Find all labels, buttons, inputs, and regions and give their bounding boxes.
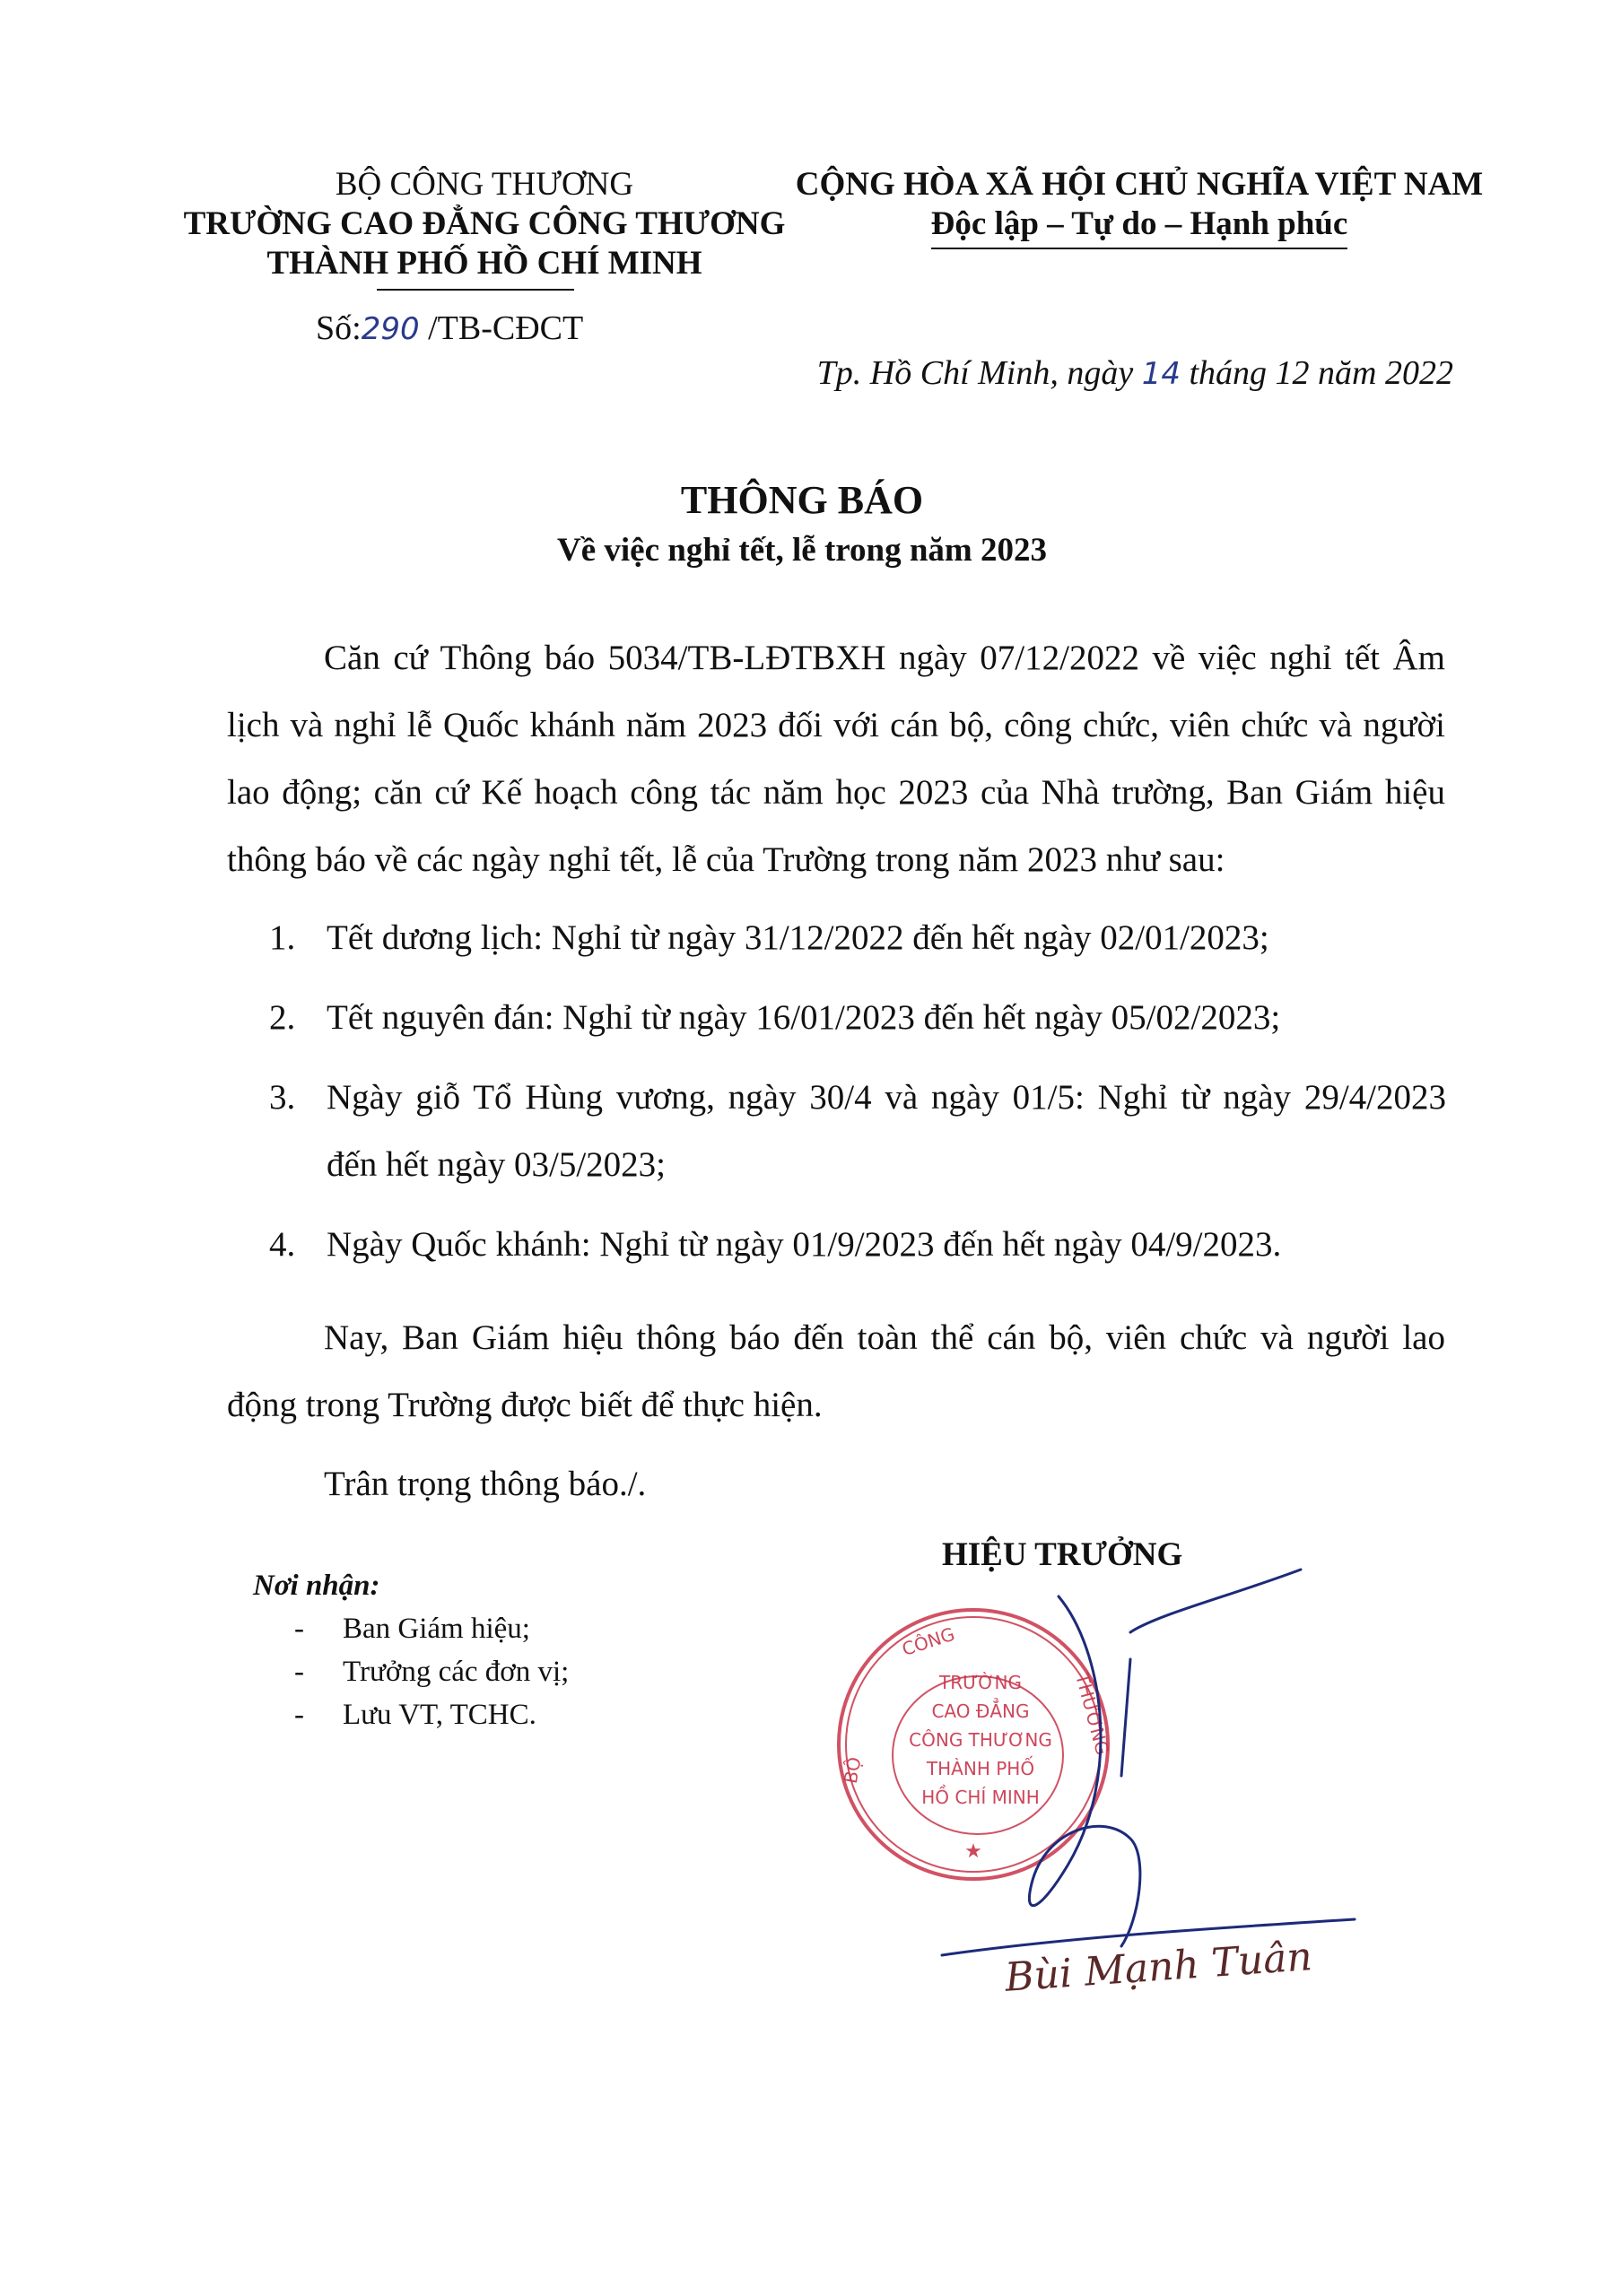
signatory-name: Bùi Mạnh Tuân [1003,1934,1314,2001]
issuer-header [144,165,825,283]
doc-number-prefix: Số: [316,309,362,347]
regards-line: Trân trọng thông báo./. [324,1465,647,1503]
doc-number-handwritten: 290 [361,311,420,347]
list-item [269,1211,1446,1278]
issuer-underline [377,289,574,291]
list-item-text: Tết dương lịch: Nghỉ từ ngày 31/12/2022 đến hết ngày 02/01/2023; [327,918,1269,957]
document-title: THÔNG BÁO [680,478,924,522]
closing-paragraph: Nay, Ban Giám hiệu thông báo đến toàn thể cán bộ, viên chức và người lao động trong Trường được biết để thực hiện. [227,1318,1445,1424]
svg-text:THÀNH PHỐ: THÀNH PHỐ [926,1758,1035,1779]
svg-text:BỘ: BỘ [839,1755,866,1786]
recipient-item: - Lưu VT, TCHC. [294,1693,569,1736]
recipients-title: Nơi nhận: [253,1570,380,1602]
svg-text:TRƯỜNG: TRƯỜNG [939,1672,1022,1693]
doc-number-suffix: /TB-CĐCT [428,309,584,347]
svg-text:THƯƠNG: THƯƠNG [1071,1671,1114,1758]
document-subtitle: Về việc nghỉ tết, lễ trong năm 2023 [556,532,1048,569]
list-item [269,984,1446,1051]
ministry-name: BỘ CÔNG THƯƠNG [335,166,634,203]
svg-text:CÔNG: CÔNG [899,1622,958,1661]
list-item-text: Ngày giỗ Tổ Hùng vương, ngày 30/4 và ngày 01/5: Nghỉ từ ngày 29/4/2023 đến hết ngày 03/5/2023; [327,1078,1446,1184]
recipient-item: - Trưởng các đơn vị; [294,1650,569,1693]
holiday-list [269,904,1446,1278]
svg-text:CÔNG THƯƠNG: CÔNG THƯƠNG [909,1729,1052,1751]
country-name: CỘNG HÒA XÃ HỘI CHỦ NGHĨA VIỆT NAM [795,166,1484,203]
date-suffix: tháng 12 năm 2022 [1189,354,1453,392]
svg-text:HỒ CHÍ MINH: HỒ CHÍ MINH [921,1787,1040,1808]
recipient-item: - Ban Giám hiệu; [294,1607,569,1650]
svg-text:CAO ĐẲNG: CAO ĐẲNG [931,1700,1030,1722]
list-item-number: 2. [269,998,296,1037]
list-item-text: Ngày Quốc khánh: Nghỉ từ ngày 01/9/2023 đến hết ngày 04/9/2023. [327,1225,1282,1264]
date-day-handwritten: 14 [1141,356,1181,392]
school-name-line1: TRƯỜNG CAO ĐẲNG CÔNG THƯƠNG [183,205,786,242]
list-item [269,904,1446,971]
signatory-title: HIỆU TRƯỞNG [942,1536,1183,1573]
document-date [718,353,1453,393]
svg-text:★: ★ [964,1840,982,1863]
list-item-number: 4. [269,1225,296,1264]
list-item-text: Tết nguyên đán: Nghỉ từ ngày 16/01/2023 đến hết ngày 05/02/2023; [327,998,1281,1037]
document-number [316,309,583,348]
date-prefix: Tp. Hồ Chí Minh, ngày [816,354,1134,392]
national-motto: Độc lập – Tự do – Hạnh phúc [931,204,1348,249]
handwritten-signature [924,1543,1390,1991]
national-header [736,165,1543,249]
list-item [269,1064,1446,1198]
intro-paragraph: Căn cứ Thông báo 5034/TB-LĐTBXH ngày 07/12/2022 về việc nghỉ tết Âm lịch và nghỉ lễ Quốc khánh năm 2023 đối với cán bộ, công chức, viên chức và người lao động; căn cứ Kế hoạch công tác năm học 2023 của Nhà trường, Ban Giám hiệu thông báo về các ngày nghỉ tết, lễ của Trường trong năm 2023 như sau: [227,639,1445,879]
list-item-number: 1. [269,918,296,957]
recipients-list [294,1607,569,1736]
school-name-line2: THÀNH PHỐ HỒ CHÍ MINH [266,245,702,282]
list-item-number: 3. [269,1078,296,1117]
